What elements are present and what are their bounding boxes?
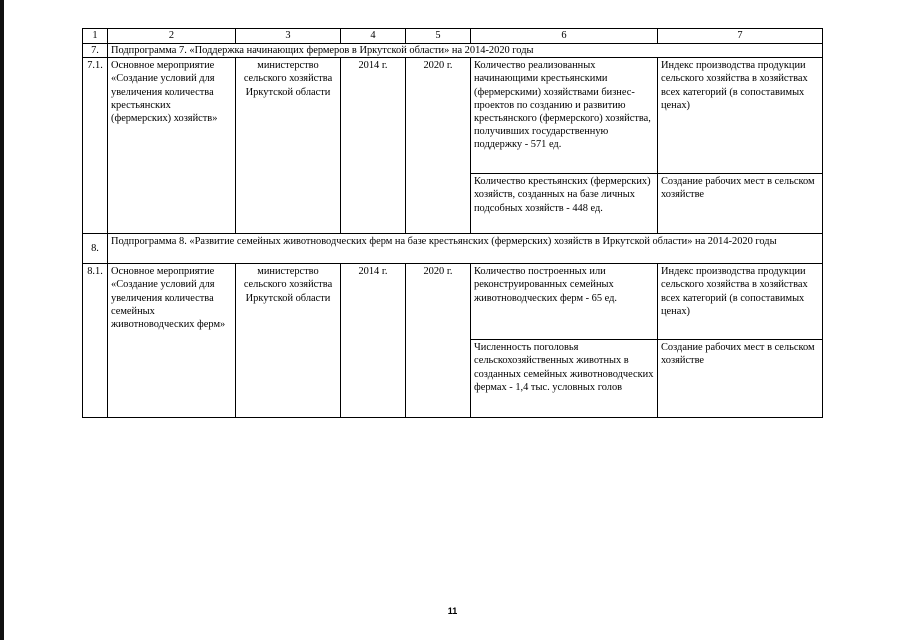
measure-name: Основное мероприятие «Создание условий для увеличения количества семейных животноводческих ферм» <box>108 264 236 418</box>
row-number: 7.1. <box>83 58 108 234</box>
executor: министерство сельского хозяйства Иркутской области <box>236 58 341 234</box>
row-number: 8. <box>83 234 108 264</box>
measure-name: Основное мероприятие «Создание условий для увеличения количества крестьянских (фермерских) хозяйств» <box>108 58 236 234</box>
row-number: 8.1. <box>83 264 108 418</box>
program-table <box>82 28 823 418</box>
end-year: 2020 г. <box>406 264 471 418</box>
subprogram-title: Подпрограмма 8. «Развитие семейных животноводческих ферм на базе крестьянских (фермерских) хозяйств в Иркутской области» на 2014-2020 годы <box>108 234 823 264</box>
col-header: 7 <box>658 29 823 44</box>
start-year: 2014 г. <box>341 264 406 418</box>
scan-edge-bar <box>0 0 4 640</box>
subprogram-8-row <box>83 234 823 264</box>
expected-result: Количество построенных или реконструированных семейных животноводческих ферм - 65 ед. <box>471 264 658 340</box>
col-header: 2 <box>108 29 236 44</box>
target-indicator: Индекс производства продукции сельского хозяйства в хозяйствах всех категорий (в сопоставимых ценах) <box>658 264 823 340</box>
subprogram-7-row <box>83 44 823 58</box>
measure-7-1-row-a <box>83 58 823 174</box>
target-indicator: Создание рабочих мест в сельском хозяйстве <box>658 340 823 418</box>
start-year: 2014 г. <box>341 58 406 234</box>
end-year: 2020 г. <box>406 58 471 234</box>
executor: министерство сельского хозяйства Иркутской области <box>236 264 341 418</box>
col-header: 1 <box>83 29 108 44</box>
row-number: 7. <box>83 44 108 58</box>
col-header: 5 <box>406 29 471 44</box>
column-number-row <box>83 29 823 44</box>
target-indicator: Создание рабочих мест в сельском хозяйстве <box>658 174 823 234</box>
col-header: 4 <box>341 29 406 44</box>
expected-result: Численность поголовья сельскохозяйственных животных в созданных семейных животноводческих фермах - 1,4 тыс. условных голов <box>471 340 658 418</box>
subprogram-title: Подпрограмма 7. «Поддержка начинающих фермеров в Иркутской области» на 2014-2020 годы <box>108 44 823 58</box>
col-header: 6 <box>471 29 658 44</box>
expected-result: Количество реализованных начинающими крестьянскими (фермерскими) хозяйствами бизнес-проектов по созданию и развитию крестьянского (фермерского) хозяйства, получивших государственную поддержку - 571 ед. <box>471 58 658 174</box>
col-header: 3 <box>236 29 341 44</box>
page-number: 11 <box>447 606 458 616</box>
measure-8-1-row-a <box>83 264 823 340</box>
target-indicator: Индекс производства продукции сельского хозяйства в хозяйствах всех категорий (в сопоставимых ценах) <box>658 58 823 174</box>
expected-result: Количество крестьянских (фермерских) хозяйств, созданных на базе личных подсобных хозяйств - 448 ед. <box>471 174 658 234</box>
